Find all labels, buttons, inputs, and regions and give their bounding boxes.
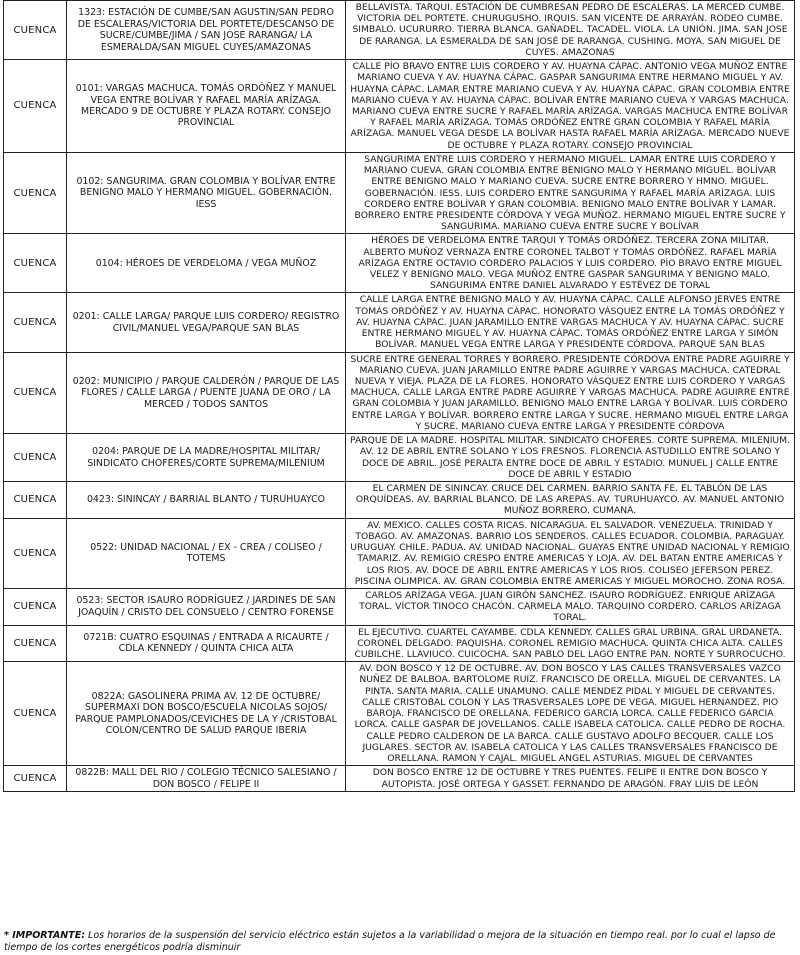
streets-cell: CARLOS ARÍZAGA VEGA. JUAN GIRÓN SANCHEZ. ISAURO RODRÍGUEZ. ENRIQUE ARÍZAGA TORAL. VÍCTOR TINOCO CHACÓN. CARMELA MALO. TARQUINO CORDERO. CARLOS ARÍZAGA TORAL. [346,588,795,625]
city-cell: CUENCA [4,1,67,60]
outage-table-body [4,1,795,792]
streets-cell: AV. MEXICO. CALLES COSTA RICAS. NICARAGUA. EL SALVADOR. VENEZUELA. TRINIDAD Y TOBAGO. AV. AMAZONAS. BARRIO LOS SENDEROS. CALLES ECUADOR. COLOMBIA. PARAGUAY. URUGUAY. CHILE. PADUA. AV. UNIDAD NACIONAL. GUAYAS ENTRE UNIDAD NACIONAL Y REMIGIO TAMARIZ. AV. REMIGIO CRESPO ENTRE AMERICAS Y LOJA. AV. DEL BATAN ENTRE AMERICAS Y LOS RIOS. AV. DOCE DE ABRIL ENTRE AMERICAS Y LOS RIOS. COLISEO JEFERSON PEREZ. PISCINA OLIMPICA. AV. GRAN COLOMBIA ENTRE AMERICAS Y MIGUEL MOROCHO. ZONA ROSA. [346,518,795,588]
table-row [4,588,795,625]
footnote-text: Los horarios de la suspensión del servicio eléctrico están sujetos a la variabilidad o mejora de la situación en tiempo real. por lo cual el lapso de tiempo de los cortes energéticos podría disminuir [4,930,776,953]
streets-cell: CALLE PÍO BRAVO ENTRE LUIS CORDERO Y AV. HUAYNA CÁPAC. ANTONIO VEGA MUÑOZ ENTRE MARIANO CUEVA Y AV. HUAYNA CÁPAC. GASPAR SANGURIMA ENTRE HERMANO MIGUEL Y AV. HUAYNA CÁPAC. LAMAR ENTRE MARIANO CUEVA Y AV. HUAYNA CÁPAC. GRAN COLOMBIA ENTRE MARIANO CUEVA Y AV. HUAYNA CÁPAC. BOLÍVAR ENTRE MARIANO CUEVA Y VARGAS MACHUCA. MARIANO CUEVA ENTRE SUCRE Y RAFAEL MARÍA ARÍZAGA. VARGAS MACHUCA ENTRE BOLÍVAR Y RAFAEL MARÍA ARÍZAGA. TOMÁS ORDÓÑEZ ENTRE GRAN COLOMBIA Y RAFAEL MARÍA ARÍZAGA. MANUEL VEGA DESDE LA BOLÍVAR HASTA RAFAEL MARÍA ARÍZAGA. MERCADO NUEVE DE OCTUBRE Y PLAZA ROTARY. CONSEJO PROVINCIAL [346,60,795,153]
city-cell: CUENCA [4,588,67,625]
sector-cell: 0101: VARGAS MACHUCA. TOMÁS ORDÓÑEZ Y MANUEL VEGA ENTRE BOLÍVAR Y RAFAEL MARÍA ARÍZAGA. MERCADO 9 DE OCTUBRE Y PLAZA ROTARY. CONSEJO PROVINCIAL [67,60,346,153]
table-row [4,234,795,293]
streets-cell: AV. DON BOSCO Y 12 DE OCTUBRE. AV. DON BOSCO Y LAS CALLES TRANSVERSALES VAZCO NUÑEZ DE BALBOA. BARTOLOME RUIZ. FRANCISCO DE ORELLA. MIGUEL DE CERVANTES. LA PINTA. SANTA MARIA. CALLE UNAMUNO. CALLE MENDEZ PIDAL Y MIGUEL DE CERVANTES. CALLE CRISTOBAL COLON Y LAS TRASVERSALES LOPE DE VEGA. MIGUEL HERNANDEZ. PIO BAROJA. FRANCISCO DE ORELLANA. FEDERICO GARCIA LORCA. CALLE FEDERICO GARCIA LORCA. CALLE GASPAR DE JOVELLANOS. CALLE ISABELA CATOLICA. CALLE PEDRO DE ROCHA. CALLE PEDRO CALDERON DE LA BARCA. CALLE GUSTAVO ADOLFO BECQUER. CALLE LOS JUGLARES. SECTOR AV. ISABELA CATOLICA Y LAS CALLES TRANSVERSALES FRANCISCO DE ORELLANA. RAMON Y CAJAL. MIGUEL ANGEL ASTURIAS. MIGUEL DE CERVANTES [346,662,795,766]
sector-cell: 0522: UNIDAD NACIONAL / EX - CREA / COLISEO / TOTEMS [67,518,346,588]
sector-cell: 0822B: MALL DEL RIO / COLEGIO TÉCNICO SALESIANO / DON BOSCO / FELIPE II [67,766,346,792]
streets-cell: PARQUE DE LA MADRE. HOSPITAL MILITAR. SINDICATO CHOFERES. CORTE SUPREMA. MILENIUM. AV. 12 DE ABRIL ENTRE SOLANO Y LOS FRESNOS. FLORENCIA ASTUDILLO ENTRE SOLANO Y DOCE DE ABRIL. JOSÉ PERALTA ENTRE DOCE DE ABRIL Y ESTADIO. MUNUEL J CALLE ENTRE DOCE DE ABRIL Y ESTADIO [346,434,795,482]
sector-cell: 0202: MUNICIPIO / PARQUE CALDERÓN / PARQUE DE LAS FLORES / CALLE LARGA / PUENTE JUANA DE ORO / LA MERCED / TODOS SANTOS [67,352,346,434]
city-cell: CUENCA [4,352,67,434]
streets-cell: EL EJECUTIVO. CUARTEL CAYAMBE. CDLA KENNEDY. CALLES GRAL URBINA. GRAL URDANETA. CORONEL DELGADO. PAQUISHA. CORONEL REMIGIO MACHUCA. QUINTA CHICA ALTA. CALLES CUBILCHE. LLAVIUCO. CUICOCHA. SAN PABLO DEL LAGO ENTRE PAN. NORTE Y SURROCUCHO. [346,625,795,662]
table-row [4,518,795,588]
footnote-label: * IMPORTANTE: [4,930,86,941]
table-row [4,662,795,766]
city-cell: CUENCA [4,625,67,662]
table-row [4,293,795,352]
sector-cell: 0102: SANGURIMA. GRAN COLOMBIA Y BOLÍVAR ENTRE BENIGNO MALO Y HERMANO MIGUEL. GOBERNACIÓN. IESS [67,152,346,234]
city-cell: CUENCA [4,152,67,234]
city-cell: CUENCA [4,234,67,293]
sector-cell: 0201: CALLE LARGA/ PARQUE LUIS CORDERO/ REGISTRO CIVIL/MANUEL VEGA/PARQUE SAN BLAS [67,293,346,352]
city-cell: CUENCA [4,481,67,518]
footnote [4,930,794,954]
city-cell: CUENCA [4,434,67,482]
table-row [4,60,795,153]
table-row [4,481,795,518]
sector-cell: 0104: HÉROES DE VERDELOMA / VEGA MUÑOZ [67,234,346,293]
streets-cell: HÉROES DE VERDELOMA ENTRE TARQUI Y TOMÁS ORDÓÑEZ. TERCERA ZONA MILITAR. ALBERTO MUÑOZ VERNAZA ENTRE CORONEL TALBOT Y TOMÁS ORDÓÑEZ. RAFAEL MARÍA ARÍZAGA ENTRE OCTAVIO CORDERO PALACIOS Y LUIS CORDERO. PÍO BRAVO ENTRE MIGUEL VELEZ Y BENIGNO MALO. VEGA MUÑOZ ENTRE GASPAR SANGURIMA Y BENIGNO MALO. SANGURIMA ENTRE DANIEL ALVARADO Y ESTÉVEZ DE TORAL [346,234,795,293]
table-row [4,625,795,662]
sector-cell: 0523: SECTOR ISAURO RODRÍGUEZ / JARDINES DE SAN JOAQUÍN / CRISTO DEL CONSUELO / CENTRO FORENSE [67,588,346,625]
table-row [4,766,795,792]
sector-cell: 0423: SININCAY / BARRIAL BLANTO / TURUHUAYCO [67,481,346,518]
table-row [4,352,795,434]
sector-cell: 1323: ESTACIÓN DE CUMBE/SAN AGUSTIN/SAN PEDRO DE ESCALERAS/VICTORIA DEL PORTETE/DESCANSO DE SUCRE/CUMBE/JIMA / SAN JOSE RARANGA/ LA ESMERALDA/SAN MIGUEL CUYES/AMAZONAS [67,1,346,60]
streets-cell: BELLAVISTA. TARQUI. ESTACIÓN DE CUMBRESAN PEDRO DE ESCALERAS. LA MERCED CUMBE. VICTORIA DEL PORTETE. CHURUGUSHO. IRQUIS. SAN VICENTE DE ARRAYÁN. RODEO CUMBE. SIMBALO. UCURURRO. TIERRA BLANCA. GAÑADEL. TACADEL. VIOLA. LA UNIÓN. JIMA. SAN JOSE DE RARANGA. LA ESMERALDA DE SAN JOSÉ DE RARANGA. CUSHING. MOYA. SAN MIGUEL DE CUYES. AMAZONAS [346,1,795,60]
outage-table [3,0,795,792]
table-row [4,1,795,60]
streets-cell: CALLE LARGA ENTRE BENIGNO MALO Y AV. HUAYNA CÁPAC. CALLE ALFONSO JERVES ENTRE TOMÁS ORDÓÑEZ Y AV. HUAYNA CÁPAC. HONORATO VÁSQUEZ ENTRE LA TOMÁS ORDÓÑEZ Y AV. HUAYNA CÁPAC. JUAN JARAMILLO ENTRE VARGAS MACHUCA Y AV. HUAYNA CÁPAC. SUCRE ENTRE HERMANO MIGUEL Y AV. HUAYNA CÁPAC. TOMÁS ORDÓÑEZ ENTRE LARGA Y SIMÓN BOLÍVAR. MANUEL VEGA ENTRE LARGA Y PRESIDENTE CÓRDOVA. PARQUE SAN BLAS [346,293,795,352]
streets-cell: DON BOSCO ENTRE 12 DE OCTUBRE Y TRES PUENTES. FELIPE II ENTRE DON BOSCO Y AUTOPISTA. JOSÉ ORTEGA Y GASSET. FERNANDO DE ARAGÓN. FRAY LUIS DE LEÓN [346,766,795,792]
table-row [4,434,795,482]
streets-cell: SANGURIMA ENTRE LUIS CORDERO Y HERMANO MIGUEL. LAMAR ENTRE LUIS CORDERO Y MARIANO CUEVA. GRAN COLOMBIA ENTRE BENIGNO MALO Y HERMANO MIGUEL. BOLÍVAR ENTRE BENIGNO MALO Y MARIANO CUEVA. SUCRE ENTRE BORRERO Y HMNO. MIGUEL. GOBERNACIÓN. IESS. LUIS CORDERO ENTRE SANGURIMA Y RAFAEL MARÍA ARÍZAGA. LUIS CORDERO ENTRE BOLÍVAR Y GRAN COLOMBIA. BENIGNO MALO ENTRE BOLÍVAR Y LAMAR. BORRERO ENTRE PRESIDENTE CÓRDOVA Y VEGA MUÑOZ. HERMANO MIGUEL ENTRE SUCRE Y SANGURIMA. MARIANO CUEVA ENTRE SUCRE Y BOLÍVAR [346,152,795,234]
city-cell: CUENCA [4,662,67,766]
city-cell: CUENCA [4,766,67,792]
streets-cell: EL CARMEN DE SININCAY. CRUCE DEL CARMEN. BARRIO SANTA FE. EL TABLÓN DE LAS ORQUÍDEAS. AV. BARRIAL BLANCO. DE LAS AREPAS. AV. TURUHUAYCO. AV. MANUEL ANTONIO MUÑOZ BORRERO. CUMANA. [346,481,795,518]
sector-cell: 0721B: CUATRO ESQUINAS / ENTRADA A RICAURTE / CDLA KENNEDY / QUINTA CHICA ALTA [67,625,346,662]
city-cell: CUENCA [4,518,67,588]
sector-cell: 0204: PARQUE DE LA MADRE/HOSPITAL MILITAR/ SINDICATO CHOFERES/CORTE SUPREMA/MILENIUM [67,434,346,482]
city-cell: CUENCA [4,60,67,153]
sector-cell: 0822A: GASOLINERA PRIMA AV. 12 DE OCTUBRE/ SUPERMAXI DON BOSCO/ESCUELA NICOLAS SOJOS/ PARQUE PAMPLONADOS/CEVICHES DE LA Y /CRISTOBAL COLÓN/CENTRO DE SALUD PARQUE IBERIA [67,662,346,766]
streets-cell: SUCRE ENTRE GENERAL TORRES Y BORRERO. PRESIDENTE CÓRDOVA ENTRE PADRE AGUIRRE Y MARIANO CUEVA. JUAN JARAMILLO ENTRE PADRE AGUIRRE Y VARGAS MACHUCA. CATEDRAL NUEVA Y VIEJA. PLAZA DE LA FLORES. HONORATO VÁSQUEZ ENTRE LUIS CORDERO Y VARGAS MACHUCA. CALLE LARGA ENTRE PADRE AGUIRRE Y VARGAS MACHUCA. PADRE AGUIRRE ENTRE GRAN COLOMBIA Y JUAN JARAMILLO. BENIGNO MALO ENTRE LARGA Y BOLÍVAR. LUIS CORDERO ENTRE LARGA Y BOLÍVAR. BORRERO ENTRE LARGA Y SUCRE. HERMANO MIGUEL ENTRE LARGA Y SUCRE. MARIANO CUEVA ENTRE LARGA Y PRESIDENTE CÓRDOVA [346,352,795,434]
table-row [4,152,795,234]
city-cell: CUENCA [4,293,67,352]
